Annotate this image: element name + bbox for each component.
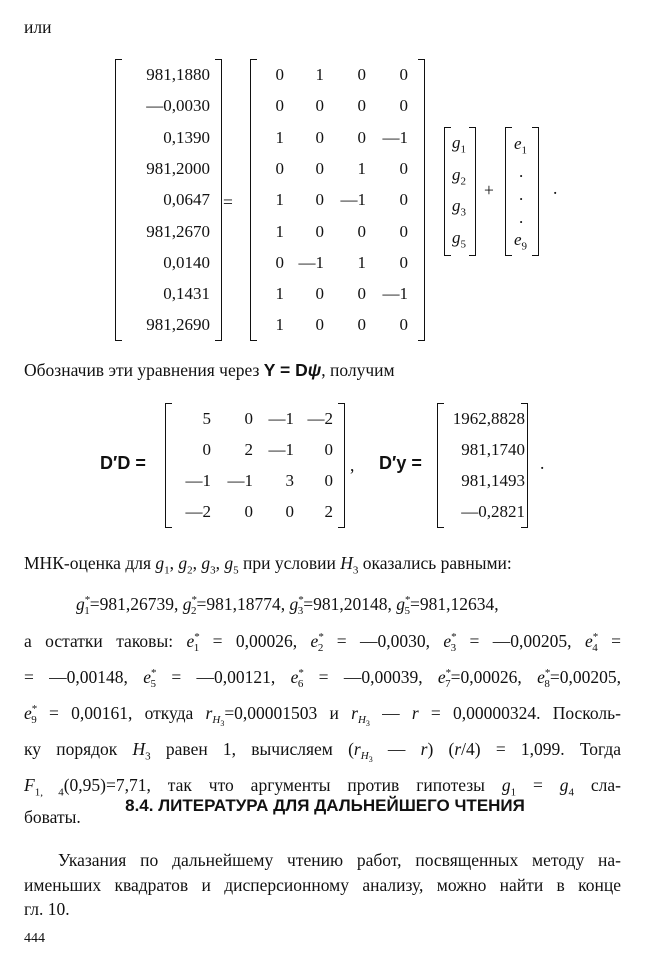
lhs-value: 0,0140	[163, 252, 210, 272]
lhs-value: 0,0647	[163, 190, 210, 210]
e-vector-first: $e_1$	[514, 134, 528, 157]
design-cell: 0	[315, 221, 324, 241]
dd-matrix	[165, 403, 345, 528]
design-cell: 1	[315, 65, 324, 84]
design-cell: 0	[275, 96, 284, 116]
design-cell: 0	[275, 158, 284, 178]
estimate-g5: $g^*_5=981,12634$,	[396, 593, 499, 618]
lhs-value: 981,2690	[146, 315, 210, 335]
dd-cell: —1	[268, 409, 294, 428]
design-cell: 1	[275, 284, 284, 304]
dd-cell: 0	[202, 440, 211, 459]
dy-vector	[437, 403, 528, 528]
estimate-g1: $g^*_1=981,26739$,	[76, 593, 179, 618]
dd-label: D′D =	[100, 453, 146, 473]
design-cell: 0	[357, 284, 366, 304]
design-cell: —1	[382, 127, 408, 147]
lhs-value: 0,1390	[163, 127, 210, 147]
dd-cell: 0	[324, 440, 333, 459]
intro-word: или	[24, 17, 52, 37]
design-cell: 0	[399, 315, 408, 335]
lhs-vector	[115, 59, 222, 341]
design-cell: 0	[357, 127, 366, 147]
e-vector-dot: .	[519, 185, 524, 204]
dy-value: —0,2821	[461, 502, 525, 521]
dd-cell: 2	[244, 440, 253, 459]
design-cell: 0	[399, 96, 408, 116]
design-cell: 0	[275, 65, 284, 84]
dd-comma: ,	[350, 455, 355, 475]
g-param: $g_3$	[452, 196, 466, 219]
g-param: $g_5$	[452, 227, 466, 250]
dd-cell: —1	[227, 471, 253, 490]
system-period: .	[553, 178, 558, 198]
design-cell: —1	[382, 284, 408, 304]
dy-value: 981,1493	[461, 471, 525, 490]
design-cell: 0	[275, 252, 284, 272]
design-cell: 0	[357, 315, 366, 335]
design-cell: 1	[275, 221, 284, 241]
dd-cell: 0	[244, 409, 253, 428]
design-cell: 1	[357, 252, 366, 272]
design-cell: 0	[315, 315, 324, 335]
dd-cell: —2	[307, 409, 333, 428]
dd-cell: 0	[285, 502, 294, 521]
design-cell: 1	[357, 158, 366, 178]
closing-paragraph: Указания по дальнейшему чтению работ, посвященных методу на- именьших квадратов и дисперсионному анализу, можно найти в конце гл. 10.	[24, 850, 621, 919]
design-matrix	[250, 59, 425, 341]
dy-value: 1962,8828	[452, 409, 525, 428]
g-param: $g_2$	[452, 164, 466, 187]
dd-cell: —2	[185, 502, 211, 521]
lhs-value: 0,1431	[163, 284, 210, 304]
design-cell: 0	[315, 190, 324, 210]
design-cell: —1	[340, 190, 366, 210]
design-cell: 0	[399, 190, 408, 210]
notation-line: Обозначив эти уравнения через Y = Dψ, получим	[24, 360, 395, 380]
dy-label: D′y =	[379, 453, 422, 473]
design-cell: 0	[315, 96, 324, 116]
g-vector	[444, 127, 476, 256]
design-cell: 0	[399, 65, 408, 84]
dd-cell: —1	[268, 440, 294, 459]
design-cell: 1	[275, 127, 284, 147]
e-vector-dot: .	[519, 162, 524, 181]
design-cell: 0	[315, 127, 324, 147]
section-heading: 8.4. ЛИТЕРАТУРА ДЛЯ ДАЛЬНЕЙШЕГО ЧТЕНИЯ	[125, 796, 525, 815]
design-cell: —1	[298, 252, 324, 272]
e-vector	[505, 127, 539, 256]
residuals-paragraph: а остатки таковы: $e^*_1 = 0,00026$, $e^*_2$ = —0,0030, $e^*_3$ = —0,00205, $e^*_4$ = = —0,00148, $e^*_5$ = —0,00121, $e^*_6$ = —0,00039, $e^*_7=0,00026$, $e^*_8=0,00205$, $e^*_9 = 0,00161$, откуда $r_{H_3}=0,00001503$ и $r_{H_3}$ — r = 0,00000324. Посколь- ку порядок $H_3$ равен 1, вычисляем ($r_{H_3}$ — r) (r/4) = 1,099. Тогда $F_{1, 4}(0,95)=7,71$, так что аргументы против гипотезы $g_1 = g_4$ сла- боваты.	[24, 630, 622, 827]
dd-cell: 0	[244, 502, 253, 521]
dd-cell: 0	[324, 471, 333, 490]
design-cell: 0	[315, 158, 324, 178]
estimate-g2: $g^*_2=981,18774$,	[182, 593, 286, 618]
design-cell: 1	[275, 190, 284, 210]
estimates-line	[76, 590, 499, 621]
lhs-value: 981,2000	[146, 158, 210, 178]
dd-cell: —1	[185, 471, 211, 490]
plus-sign: +	[484, 180, 494, 200]
dd-period: .	[540, 453, 545, 473]
mnk-line: МНК-оценка для $g_1$, $g_2$, $g_3$, $g_5$ при условии $H_3$ оказались равными:	[24, 553, 512, 577]
equals-sign: =	[223, 192, 233, 212]
e-vector-last: $e_9$	[514, 230, 528, 253]
design-cell: 0	[357, 96, 366, 116]
g-param: $g_1$	[452, 133, 466, 156]
estimate-g3: $g^*_3=981,20148$,	[289, 593, 392, 618]
dd-cell: 3	[285, 471, 294, 490]
page-number: 444	[24, 931, 45, 946]
dd-cell: 5	[202, 409, 211, 428]
dy-value: 981,1740	[461, 440, 525, 459]
design-cell: 0	[399, 252, 408, 272]
design-cell: 0	[357, 65, 366, 84]
design-cell: 0	[315, 284, 324, 304]
lhs-value: 981,2670	[146, 221, 210, 241]
design-cell: 0	[399, 221, 408, 241]
lhs-value: 981,1880	[146, 65, 210, 84]
design-cell: 0	[357, 221, 366, 241]
lhs-value: —0,0030	[146, 96, 210, 116]
design-cell: 0	[399, 158, 408, 178]
design-cell: 1	[275, 315, 284, 335]
dd-cell: 2	[324, 502, 333, 521]
e-vector-dot: .	[519, 208, 524, 227]
